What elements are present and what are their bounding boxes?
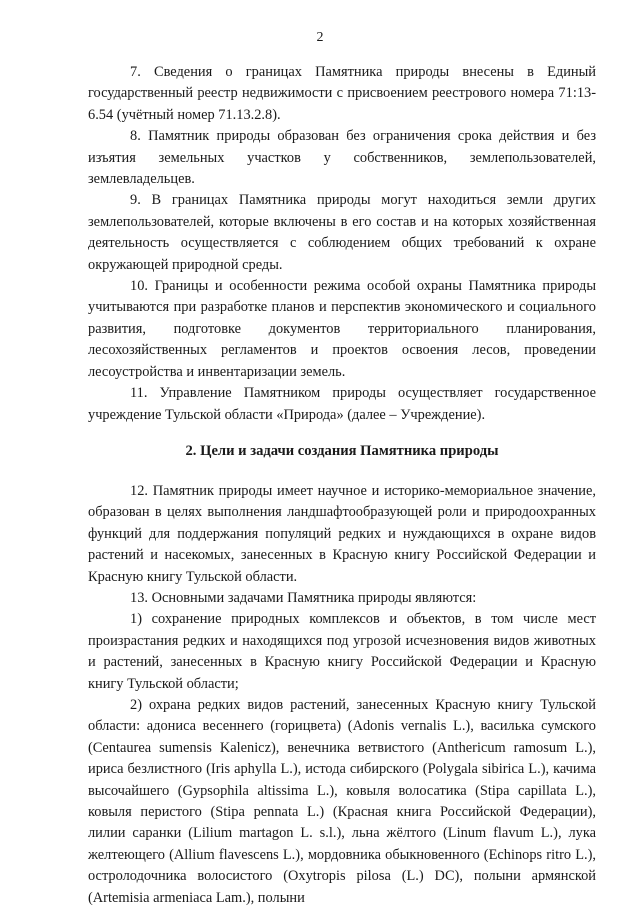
list-item-2: 2) охрана редких видов растений, занесенных Красную книгу Тульской области: адониса весеннего (горицвета) (Adonis vernalis L.), василька сумского (Centaurea sumensis Kalenicz), венечника ветвистого (Anthericum ramosum L.), ириса безлистного (Iris aphylla L.), истода сибирского (Polygala sibirica L.), качима высочайшего (Gypsophila altissima L.), ковыля волосатика (Stipa capillata L.), ковыля перистого (Stipa pennata L.) (Красная книга Российской Федерации), лилии саранки (Lilium martagon L. s.l.), льна жёлтого (Linum flavum L.), лука желтеющего (Allium flavescens L.), мордовника обыкновенного (Echinops ritro L.), остролодочника волосистого (Oxytropis pilosa (L.) DC), полыни армянской (Artemisia armeniaca Lam.), полыни [88,696,596,906]
paragraph-8: 8. Памятник природы образован без ограничения срока действия и без изъятия земельных участков у собственников, землепользователей, землевладельцев. [88,128,596,188]
list-item-1: 1) сохранение природных комплексов и объектов, в том числе мест произрастания редких и находящихся под угрозой исчезновения видов животных и растений, занесенных в Красную книгу Российской Федерации и Красную книгу Тульской области; [88,611,596,692]
paragraph-10: 10. Границы и особенности режима особой охраны Памятника природы учитываются при разработке планов и перспектив экономического и социального развития, подготовке документов территориального планирования, лесохозяйственных регламентов и проектов освоения лесов, проведении лесоустройства и инвентаризации земель. [88,278,596,380]
document-body [88,62,596,909]
section-heading: 2. Цели и задачи создания Памятника природы [185,442,499,459]
page-number: 2 [316,30,324,45]
paragraph-12: 12. Памятник природы имеет научное и историко-мемориальное значение, образован в целях выполнения ландшафтообразующей роли и природоохранных функций для поддержания популяций редких и нуждающихся в охране видов растений и насекомых, занесенных в Красную книгу Российской Федерации и Красную книгу Тульской области. [88,482,596,585]
paragraph-7: 7. Сведения о границах Памятника природы внесены в Единый государственный реестр недвижимости с присвоением реестрового номера 71:13-6.54 (учётный номер 71.13.2.8). [88,64,596,123]
paragraph-11: 11. Управление Памятником природы осуществляет государственное учреждение Тульской области «Природа» (далее – Учреждение). [88,385,596,423]
paragraph-13: 13. Основными задачами Памятника природы являются: [130,589,477,606]
paragraph-9: 9. В границах Памятника природы могут находиться земли других землепользователей, которые включены в его состав и на которых хозяйственная деятельность осуществляется с соблюдением общих требований к охране окружающей природной среды. [88,192,596,273]
